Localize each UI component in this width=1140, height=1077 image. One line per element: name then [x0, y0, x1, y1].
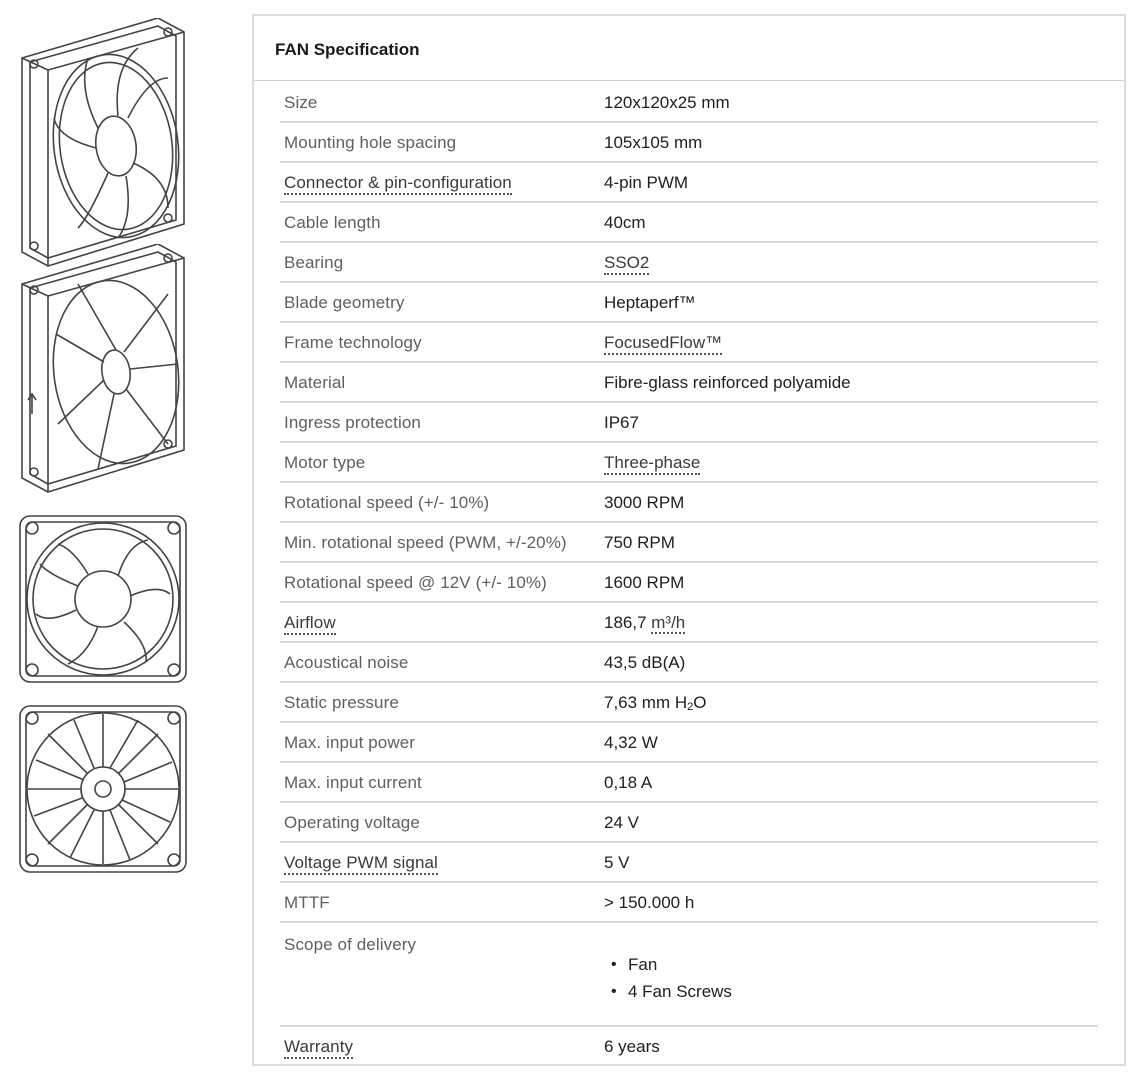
spec-label: Static pressure: [284, 693, 399, 712]
spec-row: [280, 523, 1098, 563]
spec-value: 120x120x25 mm: [604, 93, 730, 112]
spec-label: MTTF: [284, 893, 330, 912]
spec-value: 24 V: [604, 813, 639, 832]
spec-row: [280, 163, 1098, 203]
value-suffix: O: [693, 693, 707, 712]
spec-value: 3000 RPM: [604, 493, 685, 512]
spec-label: Motor type: [284, 453, 366, 472]
spec-row: [280, 403, 1098, 443]
spec-label: Frame technology: [284, 333, 422, 352]
spec-row: [280, 443, 1098, 483]
spec-value[interactable]: SSO2: [604, 253, 649, 275]
spec-value: 750 RPM: [604, 533, 675, 552]
spec-label[interactable]: Connector & pin-configuration: [284, 173, 512, 195]
spec-row: [280, 843, 1098, 883]
fan-angled-back-image[interactable]: [18, 244, 188, 494]
spec-row: [280, 603, 1098, 643]
spec-value: [604, 613, 685, 633]
fan-back-image[interactable]: [18, 704, 188, 874]
product-images: [0, 0, 240, 1077]
list-item: • 4 Fan Screws: [604, 978, 732, 1005]
spec-value: 0,18 A: [604, 773, 653, 792]
spec-label: Size: [284, 93, 318, 112]
title-divider: [254, 80, 1124, 81]
spec-row: [280, 563, 1098, 603]
spec-value: 40cm: [604, 213, 646, 232]
value-prefix: 7,63 mm H: [604, 693, 688, 712]
spec-label[interactable]: Voltage PWM signal: [284, 853, 438, 875]
spec-label[interactable]: Warranty: [284, 1037, 353, 1059]
spec-row: [280, 83, 1098, 123]
spec-label: Operating voltage: [284, 813, 420, 832]
spec-value[interactable]: Three-phase: [604, 453, 700, 475]
spec-value[interactable]: FocusedFlow™: [604, 333, 722, 355]
spec-label: Scope of delivery: [284, 935, 417, 954]
spec-row: [280, 123, 1098, 163]
spec-value: 5 V: [604, 853, 630, 872]
spec-value: 6 years: [604, 1037, 660, 1056]
value-subscript: 2: [687, 701, 694, 713]
spec-value: Fibre-glass reinforced polyamide: [604, 373, 851, 392]
list-item: • Fan: [604, 951, 732, 978]
value-number: 186,7: [604, 613, 652, 632]
spec-label: Ingress protection: [284, 413, 421, 432]
spec-label: Acoustical noise: [284, 653, 409, 672]
spec-value: Heptaperf™: [604, 293, 696, 312]
spec-label: Rotational speed (+/- 10%): [284, 493, 490, 512]
spec-label: Bearing: [284, 253, 344, 272]
panel-title: FAN Specification: [275, 40, 420, 59]
spec-row: [280, 923, 1098, 1027]
spec-row: [280, 323, 1098, 363]
spec-value: 4-pin PWM: [604, 173, 689, 192]
fan-front-image[interactable]: [18, 514, 188, 684]
spec-value: 43,5 dB(A): [604, 653, 686, 672]
spec-label: Max. input power: [284, 733, 416, 752]
spec-row: [280, 243, 1098, 283]
spec-label[interactable]: Airflow: [284, 613, 336, 635]
spec-panel: [252, 14, 1126, 1066]
delivery-list: [604, 951, 732, 1005]
fan-angled-front-image[interactable]: [18, 18, 188, 268]
spec-value: 1600 RPM: [604, 573, 685, 592]
spec-row: [280, 363, 1098, 403]
spec-label: Cable length: [284, 213, 381, 232]
spec-value: > 150.000 h: [604, 893, 695, 912]
spec-row: [280, 203, 1098, 243]
spec-row: [280, 643, 1098, 683]
spec-row: [280, 683, 1098, 723]
spec-row: [280, 803, 1098, 843]
unit-link[interactable]: m³/h: [651, 613, 686, 632]
spec-label: Mounting hole spacing: [284, 133, 457, 152]
spec-row: [280, 283, 1098, 323]
spec-row: [280, 1027, 1098, 1067]
spec-label: Max. input current: [284, 773, 422, 792]
spec-value: [604, 693, 707, 713]
spec-label: Material: [284, 373, 346, 392]
spec-label: Blade geometry: [284, 293, 405, 312]
spec-row: [280, 483, 1098, 523]
spec-label: Min. rotational speed (PWM, +/-20%): [284, 533, 567, 552]
spec-row: [280, 763, 1098, 803]
spec-label: Rotational speed @ 12V (+/- 10%): [284, 573, 547, 592]
spec-value: IP67: [604, 413, 639, 432]
spec-row: [280, 883, 1098, 923]
spec-value: 4,32 W: [604, 733, 658, 752]
spec-value: 105x105 mm: [604, 133, 703, 152]
spec-row: [280, 723, 1098, 763]
